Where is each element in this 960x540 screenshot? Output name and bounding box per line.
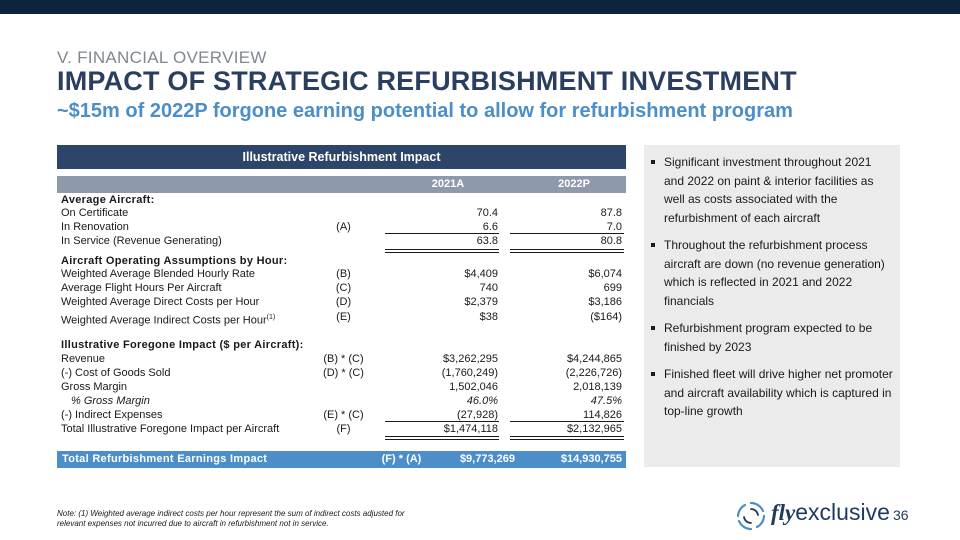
- row-label: Average Flight Hours Per Aircraft: [61, 282, 222, 294]
- value-2022p: 7.0: [606, 221, 622, 233]
- value-2022p: (2,226,726): [565, 367, 622, 379]
- row-code: (D) * (C): [323, 367, 364, 379]
- bullet-item: Throughout the refurbishment process aircraft are down (no revenue generation) which is reflected in 2021 and 2022 financials: [664, 236, 894, 310]
- footnote-marker: (1): [266, 314, 276, 321]
- footnote: Note: (1) Weighted average indirect costs per hour represent the sum of indirect costs adjusted for relevant expenses not incurred due to aircraft in refurbishment not in service.: [57, 509, 405, 528]
- table-row: [61, 295, 626, 310]
- bullet-item: Refurbishment program expected to be finished by 2023: [664, 319, 894, 356]
- table-row: [61, 380, 626, 395]
- row-label: In Renovation: [61, 221, 129, 233]
- value-2021a: $1,474,118: [443, 423, 498, 435]
- flyexclusive-logo: [735, 497, 890, 533]
- page-title: IMPACT OF STRATEGIC REFURBISHMENT INVESTMENT: [57, 66, 797, 96]
- row-label: Gross Margin: [61, 381, 128, 393]
- table-row: [61, 206, 626, 221]
- value-2022p: 80.8: [600, 235, 622, 247]
- table-row: [61, 394, 626, 409]
- row-code: (C): [335, 282, 352, 294]
- value-2022p: ($164): [590, 311, 622, 323]
- value-2022p: 47.5%: [590, 395, 622, 407]
- section-heading: Illustrative Foregone Impact ($ per Aircraft):: [61, 339, 304, 351]
- row-label: (-) Cost of Goods Sold: [61, 367, 171, 379]
- value-2022p: 114,826: [583, 409, 622, 421]
- value-2021a: 6.6: [482, 221, 498, 233]
- double-underline: [385, 436, 499, 440]
- bullet-item: Finished fleet will drive higher net promoter and aircraft availability which is captured in top-line growth: [664, 365, 894, 421]
- logo-swirl-icon: [735, 500, 767, 532]
- row-code: (F): [336, 423, 351, 435]
- row-label-text: Weighted Average Indirect Costs per Hour: [61, 314, 267, 327]
- row-code: (B): [336, 268, 351, 280]
- value-2021a: 740: [479, 282, 498, 294]
- year-header-row: [57, 176, 626, 193]
- value-2022p: $14,930,755: [560, 453, 622, 465]
- double-underline: [510, 249, 624, 253]
- value-2022p: 87.8: [600, 207, 622, 219]
- table-title: Illustrative Refurbishment Impact: [57, 145, 626, 169]
- row-code: (B) * (C): [323, 353, 364, 365]
- value-2021a: $3,262,295: [442, 353, 498, 365]
- col-2021a: 2021A: [431, 178, 465, 190]
- section-heading: Aircraft Operating Assumptions by Hour:: [61, 255, 288, 267]
- page-subtitle: ~$15m of 2022P forgone earning potential to allow for refurbishment program: [57, 100, 793, 122]
- value-2021a: 46.0%: [466, 395, 498, 407]
- row-code: (E): [336, 311, 351, 323]
- value-2022p: $3,186: [588, 296, 622, 308]
- row-code: (F) * (A): [381, 453, 422, 465]
- row-label: Total Illustrative Foregone Impact per Aircraft: [61, 423, 280, 435]
- logo-wordmark: [771, 499, 890, 526]
- value-2021a: (27,928): [457, 409, 498, 421]
- row-label: Weighted Average Direct Costs per Hour: [61, 296, 260, 308]
- value-2022p: 2,018,139: [573, 381, 622, 393]
- row-code: (A): [336, 221, 351, 233]
- value-2021a: $38: [479, 311, 498, 323]
- row-label: Revenue: [61, 353, 106, 365]
- table-row: [61, 267, 626, 282]
- value-2022p: $2,132,965: [566, 423, 622, 435]
- value-2021a: 70.4: [476, 207, 498, 219]
- row-label: [61, 310, 275, 329]
- value-2021a: $2,379: [464, 296, 498, 308]
- row-label: In Service (Revenue Generating): [61, 235, 222, 247]
- row-label: (-) Indirect Expenses: [61, 409, 163, 421]
- table-row: [61, 366, 626, 381]
- commentary-panel: [644, 145, 900, 467]
- value-2021a: $4,409: [464, 268, 498, 280]
- table-row: [61, 281, 626, 296]
- top-bar: [0, 0, 960, 14]
- row-label: Weighted Average Blended Hourly Rate: [61, 268, 256, 280]
- value-2022p: $6,074: [588, 268, 622, 280]
- double-underline: [385, 249, 499, 253]
- value-2021a: 63.8: [476, 235, 498, 247]
- section-heading: Average Aircraft:: [61, 194, 155, 206]
- table-row: [61, 234, 626, 249]
- bullet-item: Significant investment throughout 2021 and 2022 on paint & interior facilities as well as costs associated with the refurbishment of each aircraft: [664, 153, 894, 227]
- value-2022p: $4,244,865: [566, 353, 622, 365]
- value-2021a: 1,502,046: [449, 381, 498, 393]
- row-label: % Gross Margin: [71, 395, 150, 407]
- table-row: [61, 338, 626, 353]
- page-number: 36: [893, 507, 909, 523]
- value-2021a: (1,760,249): [441, 367, 498, 379]
- table-row: [61, 422, 626, 437]
- section-label: V. FINANCIAL OVERVIEW: [57, 48, 267, 67]
- value-2022p: 699: [603, 282, 622, 294]
- value-2021a: $9,773,269: [459, 453, 515, 465]
- logo-exclusive: exclusive: [795, 499, 890, 525]
- logo-fly: fly: [771, 500, 796, 525]
- table-row: [61, 310, 626, 325]
- col-2022p: 2022P: [558, 178, 590, 190]
- row-label: Total Refurbishment Earnings Impact: [62, 453, 268, 465]
- row-label: On Certificate: [61, 207, 129, 219]
- grand-total-row: [57, 451, 626, 468]
- row-code: (D): [335, 296, 352, 308]
- double-underline: [510, 436, 624, 440]
- row-code: (E) * (C): [323, 409, 364, 421]
- table-row: [61, 352, 626, 367]
